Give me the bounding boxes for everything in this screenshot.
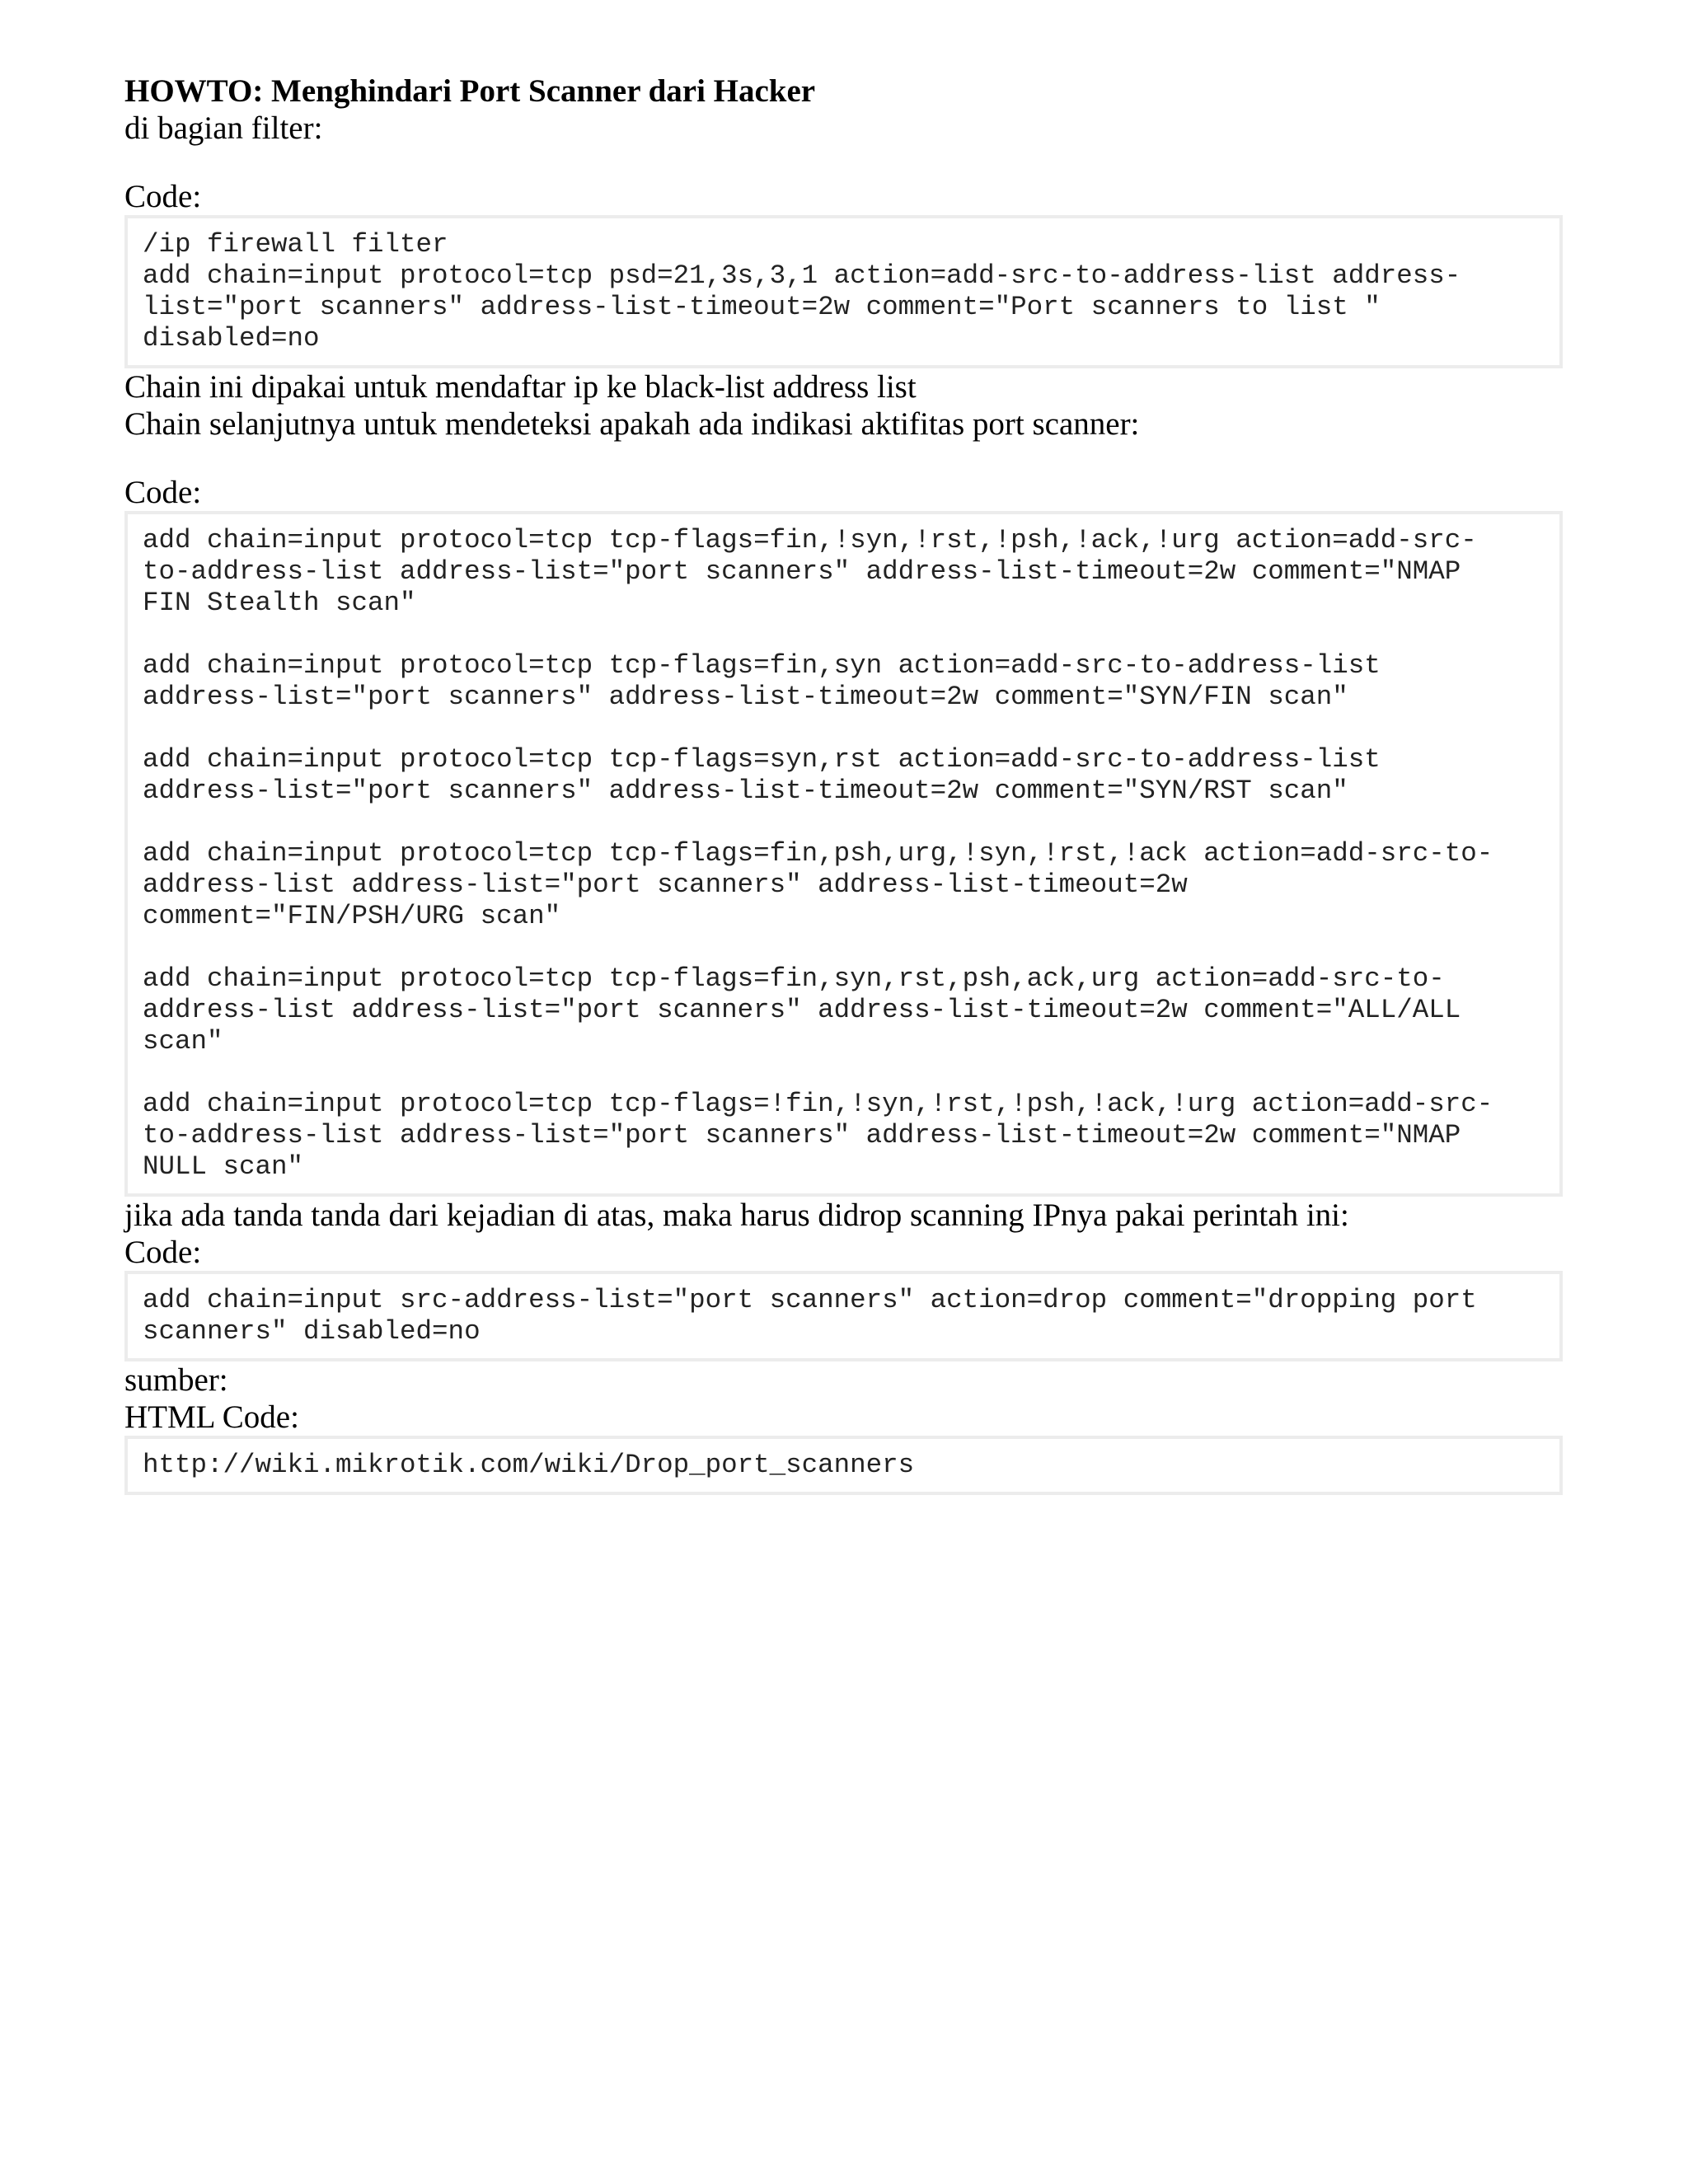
code-line: add chain=input protocol=tcp tcp-flags=fin,psh,urg,!syn,!rst,!ack action=add-src-to- [143,838,1493,869]
code-line: add chain=input protocol=tcp psd=21,3s,3,1 action=add-src-to-address-list address- [143,260,1461,291]
code-line: add chain=input protocol=tcp tcp-flags=fin,syn,rst,psh,ack,urg action=add-src-to- [143,963,1445,994]
code-block-filter[interactable] [124,215,1563,368]
code-line: add chain=input protocol=tcp tcp-flags=!fin,!syn,!rst,!psh,!ack,!urg action=add-src- [143,1089,1493,1119]
code-line: NULL scan" [143,1151,304,1182]
code-line: add chain=input src-address-list="port scanners" action=drop comment="dropping port [143,1285,1477,1315]
source-url: http://wiki.mikrotik.com/wiki/Drop_port_scanners [143,1450,915,1480]
spacer [124,443,1563,474]
intro-text: di bagian filter: [124,110,323,146]
code-label: Code: [124,475,202,510]
code-line: FIN Stealth scan" [143,588,416,618]
code-line: address-list address-list="port scanners" address-list-timeout=2w [143,869,1188,900]
note-text: Chain ini dipakai untuk mendaftar ip ke black-list address list [124,369,917,405]
code-line: comment="FIN/PSH/URG scan" [143,901,561,931]
code-label: Code: [124,179,202,214]
code-line: add chain=input protocol=tcp tcp-flags=fin,!syn,!rst,!psh,!ack,!urg action=add-src- [143,525,1477,555]
code-line [143,619,1546,650]
spacer [124,147,1563,178]
article-title: HOWTO: Menghindari Port Scanner dari Hacker [124,73,816,109]
code-line [143,1057,1546,1089]
article [124,73,1563,1495]
code-line: add chain=input protocol=tcp tcp-flags=fin,syn action=add-src-to-address-list [143,650,1381,681]
code-line [143,807,1546,838]
code-line: to-address-list address-list="port scanners" address-list-timeout=2w comment="NMAP [143,1120,1461,1151]
code-line: address-list="port scanners" address-list-timeout=2w comment="SYN/RST scan" [143,776,1348,806]
code-line [143,713,1546,744]
code-line: to-address-list address-list="port scanners" address-list-timeout=2w comment="NMAP [143,556,1461,587]
code-line: scan" [143,1026,223,1057]
code-line: scanners" disabled=no [143,1316,481,1347]
code-block-drop[interactable] [124,1271,1563,1361]
note-text: Chain selanjutnya untuk mendeteksi apakah ada indikasi aktifitas port scanner: [124,406,1140,442]
code-block-detection[interactable] [124,511,1563,1197]
code-line: /ip firewall filter [143,229,448,260]
code-label: HTML Code: [124,1399,299,1435]
code-block-source-url[interactable] [124,1436,1563,1495]
code-line: address-list address-list="port scanners" address-list-timeout=2w comment="ALL/ALL [143,995,1461,1025]
code-line: list="port scanners" address-list-timeout=2w comment="Port scanners to list " [143,292,1381,322]
code-line [143,932,1546,963]
code-line: add chain=input protocol=tcp tcp-flags=syn,rst action=add-src-to-address-list [143,744,1381,775]
code-line: address-list="port scanners" address-list-timeout=2w comment="SYN/FIN scan" [143,682,1348,712]
source-label: sumber: [124,1362,228,1398]
note-text: jika ada tanda tanda dari kejadian di atas, maka harus didrop scanning IPnya pakai perintah ini: [124,1197,1349,1233]
code-line: disabled=no [143,323,320,354]
code-label: Code: [124,1235,202,1270]
